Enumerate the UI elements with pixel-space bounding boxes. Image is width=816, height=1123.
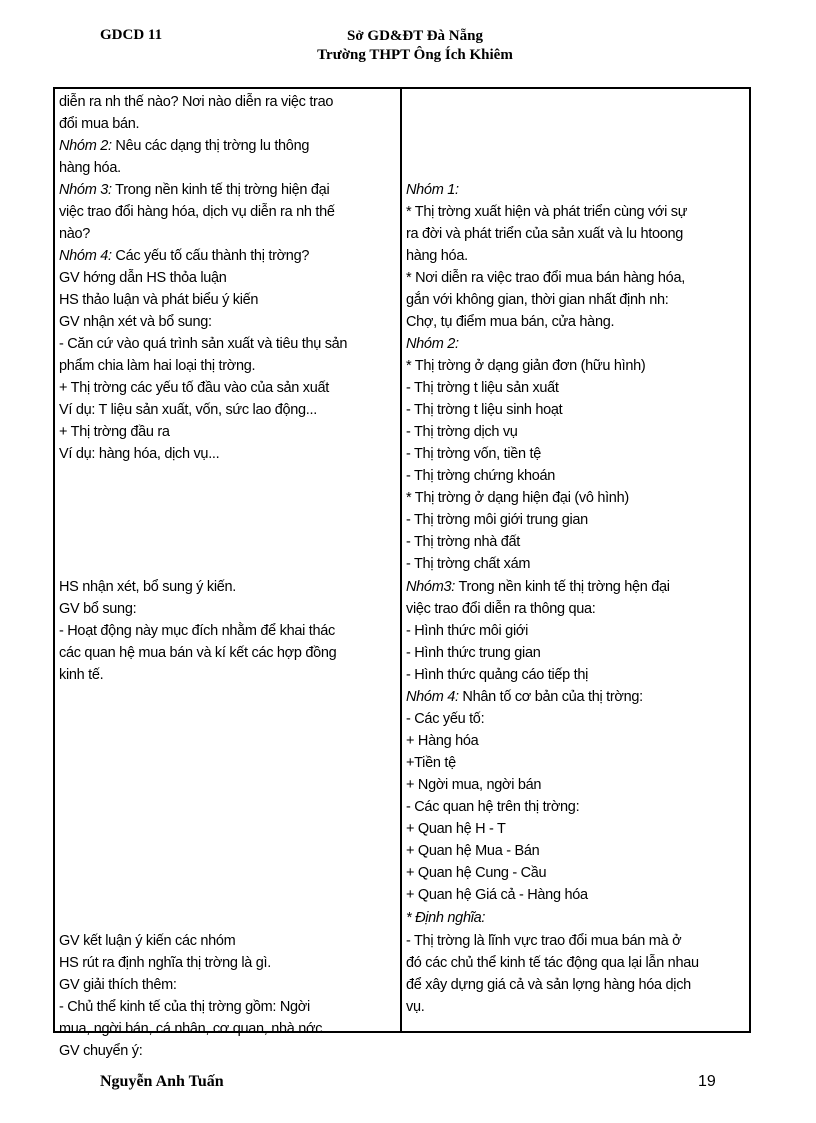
- line-text: đổi mua bán.: [59, 116, 140, 132]
- text-line: [59, 1040, 142, 1062]
- text-line: [406, 487, 629, 509]
- text-line: [406, 465, 555, 487]
- text-line: [59, 311, 212, 333]
- line-text: + Quan hệ Giá cả - Hàng hóa: [406, 887, 588, 903]
- line-text: Nêu các dạng thị trờng lu thông: [111, 138, 310, 154]
- line-text: GV kết luận ý kiến các nhóm: [59, 933, 236, 949]
- line-text: + Thị trờng đầu ra: [59, 424, 170, 440]
- text-line: [59, 377, 329, 399]
- text-line: [406, 818, 506, 840]
- line-text: hàng hóa.: [59, 160, 121, 176]
- text-line: [406, 930, 681, 952]
- text-line: [406, 996, 424, 1018]
- text-line: [59, 179, 329, 201]
- line-text: đó các chủ thể kinh tế tác động qua lại lẫn nhau: [406, 955, 699, 971]
- text-line: [59, 113, 139, 135]
- line-text: kinh tế.: [59, 667, 104, 683]
- line-text: HS rút ra định nghĩa thị trờng là gì.: [59, 955, 272, 971]
- text-line: [406, 553, 530, 575]
- group-label: Nhóm 3:: [59, 182, 112, 198]
- text-line: [406, 730, 478, 752]
- line-text: Chợ, tụ điểm mua bán, cửa hàng.: [406, 314, 615, 330]
- line-text: Trong nền kinh tế thị trờng hiện đại: [111, 182, 330, 198]
- line-text: hàng hóa.: [406, 248, 468, 264]
- text-line: [59, 620, 335, 642]
- line-text: - Hoạt động này mục đích nhằm để khai thác: [59, 623, 335, 639]
- line-text: - Thị trờng chứng khoán: [406, 468, 556, 484]
- line-text: - Thị trờng nhà đất: [406, 534, 520, 550]
- text-line: [406, 974, 691, 996]
- line-text: + Thị trờng các yếu tố đầu vào của sản xuất: [59, 380, 329, 396]
- line-text: - Hình thức môi giới: [406, 623, 529, 639]
- line-text: - Chủ thể kinh tế của thị trờng gồm: Ngời: [59, 999, 310, 1015]
- line-text: diễn ra nh thế nào? Nơi nào diễn ra việc trao: [59, 94, 334, 110]
- text-line: [406, 509, 588, 531]
- line-text: * Nơi diễn ra việc trao đổi mua bán hàng hóa,: [406, 270, 685, 286]
- text-line: [59, 421, 170, 443]
- text-line: [59, 91, 333, 113]
- text-line: [406, 245, 468, 267]
- text-line: [406, 952, 699, 974]
- text-line: [59, 443, 219, 465]
- text-line: [406, 333, 459, 355]
- text-line: [406, 708, 484, 730]
- text-line: [406, 642, 541, 664]
- group-label: * Định nghĩa:: [406, 910, 486, 926]
- line-text: + Hàng hóa: [406, 733, 479, 749]
- line-text: để xây dựng giá cả và sản lợng hàng hóa dịch: [406, 977, 691, 993]
- text-line: [406, 377, 559, 399]
- line-text: Ví dụ: T liệu sản xuất, vốn, sức lao động...: [59, 402, 317, 418]
- text-line: [406, 179, 459, 201]
- text-line: [406, 355, 645, 377]
- line-text: ra đời và phát triển của sản xuất và lu htoong: [406, 226, 684, 242]
- text-line: [59, 201, 335, 223]
- line-text: gắn với không gian, thời gian nhất định nh:: [406, 292, 669, 308]
- text-line: [59, 974, 177, 996]
- line-text: HS nhận xét, bổ sung ý kiến.: [59, 579, 236, 595]
- text-line: [406, 686, 643, 708]
- text-line: [59, 1018, 326, 1040]
- text-line: [406, 201, 687, 223]
- school-header: [250, 27, 580, 65]
- text-line: [406, 531, 520, 553]
- group-label: Nhóm3:: [406, 579, 455, 595]
- line-text: - Hình thức quảng cáo tiếp thị: [406, 667, 589, 683]
- text-line: [59, 399, 317, 421]
- group-label: Nhóm 4:: [59, 248, 112, 264]
- line-text: GV chuyển ý:: [59, 1043, 143, 1059]
- line-text: + Ngời mua, ngời bán: [406, 777, 542, 793]
- group-label: Nhóm 4:: [406, 689, 459, 705]
- text-line: [406, 598, 596, 620]
- text-line: [406, 862, 546, 884]
- text-line: [59, 996, 310, 1018]
- text-line: [59, 598, 136, 620]
- line-text: + Quan hệ Mua - Bán: [406, 843, 540, 859]
- subject-header: GDCD 11: [100, 27, 163, 43]
- line-text: - Hình thức trung gian: [406, 645, 541, 661]
- line-text: Trong nền kinh tế thị trờng hện đại: [454, 579, 670, 595]
- line-text: việc trao đổi hàng hóa, dịch vụ diễn ra nh thế: [59, 204, 335, 220]
- author-name: Nguyễn Anh Tuấn: [100, 1073, 224, 1090]
- text-line: [406, 443, 541, 465]
- department-name: Sở GD&ĐT Đà Nẵng: [347, 28, 483, 44]
- group-label: Nhóm 1:: [406, 182, 459, 198]
- text-line: [406, 796, 579, 818]
- text-line: [59, 245, 309, 267]
- text-line: [406, 907, 485, 929]
- line-text: - Các yếu tố:: [406, 711, 485, 727]
- line-text: * Thị trờng xuất hiện và phát triển cùng với sự: [406, 204, 688, 220]
- line-text: vụ.: [406, 999, 425, 1015]
- line-text: - Thị trờng vốn, tiền tệ: [406, 446, 542, 462]
- line-text: - Thị trờng dịch vụ: [406, 424, 518, 440]
- text-line: [406, 752, 456, 774]
- line-text: các quan hệ mua bán và kí kết các hợp đồng: [59, 645, 337, 661]
- text-line: [406, 884, 588, 906]
- text-line: [59, 576, 236, 598]
- line-text: +Tiền tệ: [406, 755, 456, 771]
- text-line: [59, 267, 227, 289]
- line-text: GV giải thích thêm:: [59, 977, 177, 993]
- text-line: [59, 157, 121, 179]
- text-line: [406, 421, 518, 443]
- text-line: [59, 333, 347, 355]
- text-line: [406, 774, 541, 796]
- text-line: [59, 664, 103, 686]
- line-text: - Thị trờng t liệu sinh hoạt: [406, 402, 563, 418]
- line-text: * Thị trờng ở dạng giản đơn (hữu hình): [406, 358, 646, 374]
- line-text: HS thảo luận và phát biểu ý kiến: [59, 292, 259, 308]
- text-line: [406, 223, 683, 245]
- school-name: Trường THPT Ông Ích Khiêm: [317, 47, 513, 63]
- line-text: nào?: [59, 226, 91, 242]
- line-text: việc trao đổi diễn ra thông qua:: [406, 601, 596, 617]
- line-text: + Quan hệ Cung - Cầu: [406, 865, 547, 881]
- text-line: [59, 355, 255, 377]
- text-line: [406, 289, 668, 311]
- group-label: Nhóm 2:: [406, 336, 459, 352]
- line-text: phẩm chia làm hai loại thị trờng.: [59, 358, 256, 374]
- text-line: [59, 952, 271, 974]
- line-text: + Quan hệ H - T: [406, 821, 506, 837]
- text-line: [406, 399, 562, 421]
- line-text: - Thị trờng chất xám: [406, 556, 531, 572]
- line-text: Các yếu tố cấu thành thị trờng?: [111, 248, 310, 264]
- line-text: - Thị trờng t liệu sản xuất: [406, 380, 559, 396]
- line-text: GV nhận xét và bổ sung:: [59, 314, 212, 330]
- line-text: - Thị trờng là lĩnh vực trao đổi mua bán mà ở: [406, 933, 682, 949]
- page-number: 19: [698, 1073, 716, 1090]
- lesson-table: [53, 87, 751, 1059]
- line-text: - Căn cứ vào quá trình sản xuất và tiêu thụ sản: [59, 336, 348, 352]
- text-line: [59, 642, 336, 664]
- text-line: [406, 840, 539, 862]
- column-divider: [400, 89, 402, 1031]
- text-line: [406, 267, 685, 289]
- line-text: Ví dụ: hàng hóa, dịch vụ...: [59, 446, 220, 462]
- text-line: [406, 576, 670, 598]
- line-text: - Thị trờng môi giới trung gian: [406, 512, 588, 528]
- text-line: [406, 620, 528, 642]
- text-line: [59, 223, 90, 245]
- line-text: mua, ngời bán, cá nhân, cơ quan, nhà nớc.: [59, 1021, 326, 1037]
- line-text: GV bổ sung:: [59, 601, 137, 617]
- text-line: [406, 664, 588, 686]
- line-text: GV hớng dẫn HS thỏa luận: [59, 270, 227, 286]
- line-text: - Các quan hệ trên thị trờng:: [406, 799, 580, 815]
- text-line: [59, 289, 258, 311]
- text-line: [59, 135, 309, 157]
- text-line: [406, 311, 614, 333]
- line-text: * Thị trờng ở dạng hiện đại (vô hình): [406, 490, 629, 506]
- text-line: [59, 930, 235, 952]
- group-label: Nhóm 2:: [59, 138, 112, 154]
- line-text: Nhân tố cơ bản của thị trờng:: [458, 689, 643, 705]
